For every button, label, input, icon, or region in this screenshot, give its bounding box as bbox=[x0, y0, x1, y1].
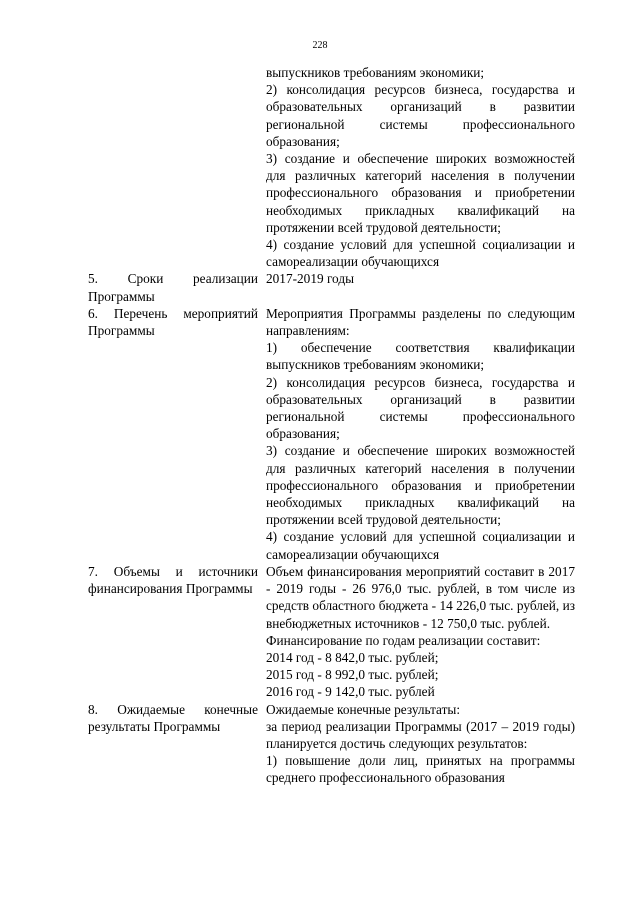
paragraph: Мероприятия Программы разделены по следующим направлениям: bbox=[266, 305, 575, 339]
row-label bbox=[88, 64, 258, 270]
row-label: 8. Ожидаемые конечные результаты Программы bbox=[88, 701, 258, 734]
paragraph: 3) создание и обеспечение широких возможностей для различных категорий населения в получении профессионального образования и приобретении необходимых прикладных квалификаций на протяжении всей трудовой деятельности; bbox=[266, 151, 575, 235]
table-row-program-activities bbox=[88, 305, 575, 563]
table-row-funding bbox=[88, 563, 575, 701]
paragraph: 2014 год - 8 842,0 тыс. рублей; bbox=[266, 649, 439, 665]
table-row-program-terms bbox=[88, 270, 575, 304]
program-passport-table bbox=[88, 64, 575, 787]
paragraph: 3) создание и обеспечение широких возможностей для различных категорий населения в получении профессионального образования и приобретении необходимых прикладных квалификаций на протяжении всей трудовой деятельности; bbox=[266, 443, 575, 528]
page-number: 228 bbox=[312, 40, 328, 51]
row-content bbox=[266, 64, 575, 270]
paragraph: 4) создание условий для успешной социализации и самореализации обучающихся bbox=[266, 237, 575, 270]
table-row-objectives-continued bbox=[88, 64, 575, 270]
paragraph: 1) повышение доли лиц, принятых на программы среднего профессионального образования bbox=[266, 753, 575, 786]
row-content bbox=[266, 701, 575, 787]
paragraph: 2) консолидация ресурсов бизнеса, государства и образовательных организаций в развитии региональной системы профессионального образования; bbox=[266, 82, 575, 149]
row-content bbox=[266, 270, 575, 304]
paragraph: 2016 год - 9 142,0 тыс. рублей bbox=[266, 684, 435, 700]
paragraph: 4) создание условий для успешной социализации и самореализации обучающихся bbox=[266, 529, 575, 562]
row-content bbox=[266, 305, 575, 563]
paragraph: 1) обеспечение соответствия квалификации выпускников требованиям экономики; bbox=[266, 340, 575, 373]
paragraph: 2015 год - 8 992,0 тыс. рублей; bbox=[266, 667, 439, 683]
paragraph: 2) консолидация ресурсов бизнеса, государства и образовательных организаций в развитии региональной системы профессионального образования; bbox=[266, 374, 575, 442]
row-label: 6. Перечень мероприятий Программы bbox=[88, 305, 258, 339]
row-label: 7. Объемы и источники финансирования Программы bbox=[88, 563, 258, 597]
paragraph: 2017-2019 годы bbox=[266, 271, 355, 287]
paragraph: выпускников требованиям экономики; bbox=[266, 65, 485, 80]
paragraph: Финансирование по годам реализации составит: bbox=[266, 632, 541, 648]
table-row-expected-results bbox=[88, 701, 575, 787]
paragraph: Ожидаемые конечные результаты: bbox=[266, 701, 461, 717]
row-content bbox=[266, 563, 575, 701]
row-label: 5. Сроки реализации Программы bbox=[88, 271, 258, 304]
paragraph: Объем финансирования мероприятий составит в 2017 - 2019 годы - 26 976,0 тыс. рублей, в том числе из средств областного бюджета - 14 226,0 тыс. рублей, из внебюджетных источников - 12 750,0 тыс. рублей. bbox=[266, 563, 575, 631]
paragraph: за период реализации Программы (2017 – 2019 годы) планируется достичь следующих результатов: bbox=[266, 718, 575, 751]
